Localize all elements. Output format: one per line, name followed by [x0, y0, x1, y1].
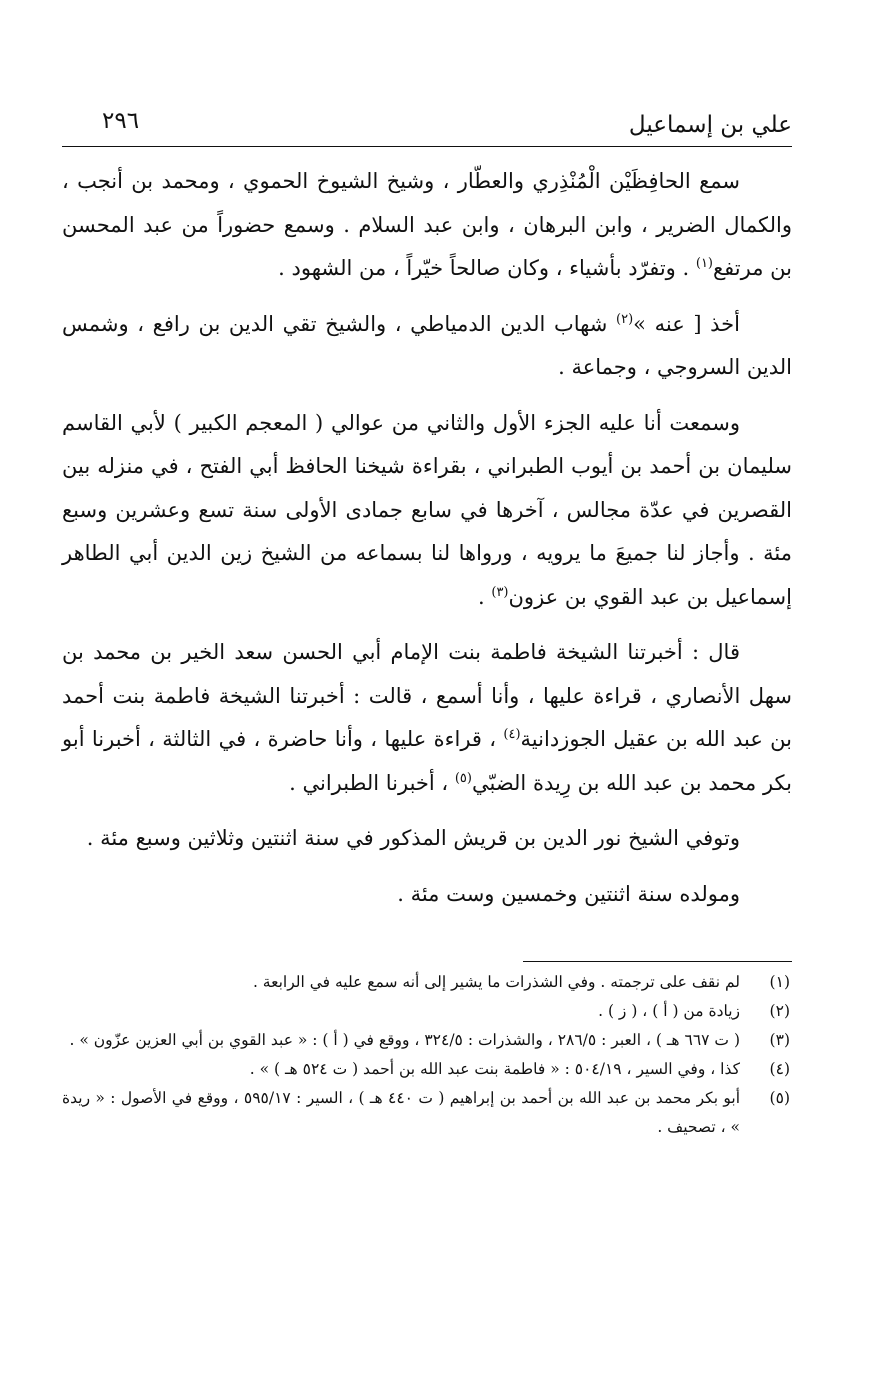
paragraph: [62, 160, 792, 291]
footnote-reference: (٥): [454, 770, 472, 786]
footnote-text: كذا ، وفي السير ، ٥٠٤/١٩ : « فاطمة بنت عبد الله بن أحمد ( ت ٥٢٤ هـ ) » .: [249, 1060, 740, 1078]
paragraph-text: شهاب الدين الدمياطي ، والشيخ تقي الدين بن رافع ، وشمس الدين السروجي ، وجماعة .: [62, 311, 792, 379]
paragraph-text: . وتفرّد بأشياء ، وكان صالحاً خيّراً ، من الشهود .: [278, 256, 696, 280]
footnote-reference: (١): [695, 256, 713, 271]
footnote: [62, 997, 792, 1026]
paragraph-text: أخذ [ عنه »: [633, 311, 740, 336]
paragraph: [62, 873, 792, 917]
footnote-reference: (٢): [616, 311, 634, 327]
header-rule: [62, 146, 792, 147]
paragraph-text: وسمعت أنا عليه الجزء الأول والثاني من عوالي ( المعجم الكبير ) لأبي القاسم سليمان بن أحمد بن أيوب الطبراني ، بقراءة شيخنا الحافظ أبي الفتح ، في منزله بين القصرين في عدّة مجالس ، آخرها في سابع جمادى الأولى سنة تسع وعشرين وسبع مئة . وأجاز لنا جميعَ ما يرويه ، ورواها لنا بسماعه من الشيخ زين الدين أبي الطاهر إسماعيل بن عبد القوي بن عزون: [62, 410, 792, 609]
page-number: ٢٩٦: [102, 108, 140, 134]
paragraph: [62, 631, 792, 805]
paragraph: [62, 402, 792, 620]
running-title: علي بن إسماعيل: [628, 112, 792, 138]
paragraph: [62, 817, 792, 861]
footnote-text: ( ت ٦٦٧ هـ ) ، العبر : ٢٨٦/٥ ، والشذرات : ٣٢٤/٥ ، ووقع في ( أ ) : « عبد القوي بن أبي العزين عزّون » .: [69, 1031, 740, 1049]
paragraph-text: قال : أخبرتنا الشيخة فاطمة بنت الإمام أبي الحسن سعد الخير بن محمد بن سهل الأنصاري ، قراءة عليها ، وأنا أسمع ، قالت : أخبرتنا الشيخة فاطمة بنت أحمد بن عبد الله بن عقيل الجوزدانية: [62, 640, 793, 751]
paragraph-text: .: [478, 584, 492, 609]
footnote-number: (٣): [769, 1031, 790, 1049]
paragraph-text: ، أخبرنا الطبراني .: [289, 770, 455, 795]
footnote: [62, 1055, 792, 1084]
paragraph-text: سمع الحافِظَيْن الْمُنْذِري والعطّار ، وشيخ الشيوخ الحموي ، ومحمد بن أنجب ، والكمال الضرير ، وابن البرهان ، وابن عبد السلام . وسمع حضوراً من عبد المحسن بن مرتفع: [62, 169, 792, 280]
footnote: [62, 1084, 792, 1142]
footnote-rule: [523, 961, 792, 962]
footnote: [62, 968, 792, 997]
footnote-number: (٥): [769, 1089, 790, 1107]
footnote-number: (٤): [769, 1060, 790, 1078]
footnote-reference: (٣): [491, 584, 509, 600]
footnote-text: لم نقف على ترجمته . وفي الشذرات ما يشير إلى أنه سمع عليه في الرابعة .: [252, 973, 740, 991]
paragraph-text: ومولده سنة اثنتين وخمسين وست مئة .: [397, 881, 740, 906]
paragraph: [62, 303, 792, 390]
footnote-reference: (٤): [503, 727, 521, 742]
footnote-number: (٢): [769, 1002, 790, 1020]
footnotes: [62, 968, 792, 1142]
footnote-number: (١): [769, 973, 790, 991]
paragraph-text: وتوفي الشيخ نور الدين بن قريش المذكور في سنة اثنتين وثلاثين وسبع مئة .: [86, 826, 740, 850]
footnote-text: أبو بكر محمد بن عبد الله بن أحمد بن إبراهيم ( ت ٤٤٠ هـ ) ، السير : ٥٩٥/١٧ ، ووقع في الأصول : « ريدة » ، تصحيف .: [62, 1089, 740, 1136]
main-text: [62, 160, 792, 928]
footnote-text: زيادة من ( أ ) ، ( ز ) .: [598, 1002, 740, 1020]
footnote: [62, 1026, 792, 1055]
paragraph-text: ، قراءة عليها ، وأنا حاضرة ، في الثالثة ، أخبرنا أبو بكر محمد بن عبد الله بن رِيدة الضبّي: [62, 727, 792, 795]
page-header: [62, 104, 792, 144]
